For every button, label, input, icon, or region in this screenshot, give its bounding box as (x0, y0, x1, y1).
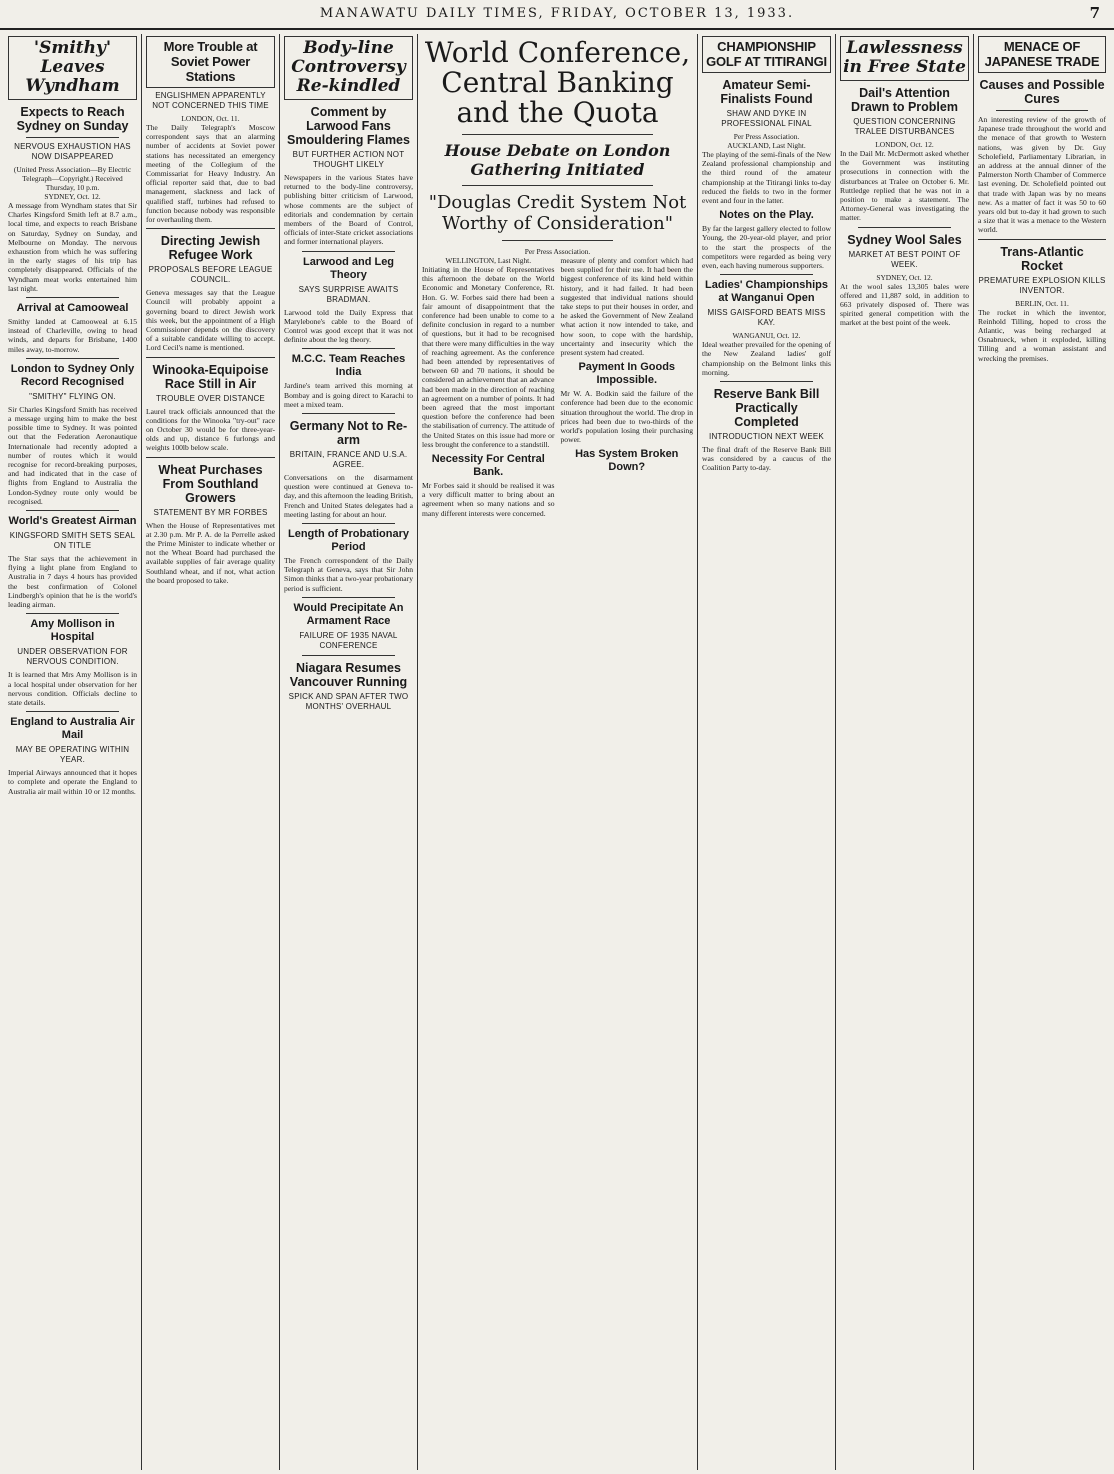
article-body: Initiating in the House of Representatives this afternoon the debate on the World Economic and Monetary Conference, Rt. Hon. G. W. Forbes said there had been a fair amount of disappointment that the conference had been unable to come to a definite conclusion in regard to a number of questions, but it had to be recognised that there were many difficulties in the way of reaching agreement. As the conference had been attended by representatives of between 60 and 70 nations, it should be considered an achievement that an advance had been made in the direction of reaching an agreement on a number of points. It had been agreed that the most important question before the conference had been the stabilisation of currency. The attitude of the United States on this issue had more or less brought the conference to a standstill. (422, 265, 555, 449)
subheadline: Causes and Possible Cures (979, 78, 1105, 106)
headline: Winooka-Equipoise Race Still in Air (152, 362, 269, 391)
caps-deck: MARKET AT BEST POINT OF WEEK. (848, 249, 961, 269)
headline-box (146, 36, 275, 88)
article-body: When the House of Representatives met at 2.30 p.m. Mr P. A. de la Perrelle asked the Prime Minister to indicate whether or not the Wheat Board had purchased the available supplies of fair average quality Southland wheat, and if not, what action the board proposed to take. (146, 520, 275, 585)
headline: 'Smithy' Leaves Wyndham (25, 38, 120, 96)
caps-deck: TROUBLE OVER DISTANCE (156, 393, 265, 403)
headline-box (8, 36, 137, 100)
article-body: The Daily Telegraph's Moscow correspondent says that an alarming number of accidents at Soviet power stations has necessitated an emergency meeting of the Collegium of the Commissariat for Heavy Industry. An official reporter said that, due to bad management, slackness and lack of qualified staff, turbines had refused to function because nobody was responsible for overhauling them. (146, 123, 275, 225)
article-body: The Star says that the achievement in flying a light plane from England to Australia in 7 days 4 hours has provided the best confirmation of Colonel Lindbergh's opinion that he is the world's leading airman. (8, 554, 137, 610)
dateline: SYDNEY, Oct. 12. (44, 192, 101, 201)
headline: CHAMPIONSHIP GOLF AT TITIRANGI (706, 39, 827, 69)
subheadline: Trans-Atlantic Rocket (1000, 244, 1084, 273)
credit-line: (United Press Association—By Electric Telegraph—Copyright.) Received Thursday, 10 p.m. (13, 165, 132, 192)
divider (462, 185, 653, 186)
subheadline: M.C.C. Team Reaches India (291, 353, 406, 379)
divider (26, 711, 119, 712)
subheadline: Payment In Goods Impossible. (578, 361, 676, 387)
divider (146, 457, 275, 458)
lead-article-left (422, 256, 555, 518)
subheadline: Amy Mollison in Hospital (30, 618, 115, 644)
article-body: At the wool sales 13,305 bales were offered and 11,887 sold, in addition to 663 privately disposed of. There was spirited general competition with the market at the best point of the week. (840, 281, 969, 328)
caps-deck: UNDER OBSERVATION FOR NERVOUS CONDITION. (17, 647, 128, 667)
headline: Lawlessness in Free State (843, 38, 966, 77)
divider (302, 413, 395, 414)
subheadline: Germany Not to Re-arm (289, 419, 408, 448)
lead-article (422, 256, 693, 518)
caps-deck: SAYS SURPRISE AWAITS BRADMAN. (298, 284, 399, 304)
subheadline: Niagara Resumes Vancouver Running (289, 660, 408, 689)
column-3 (280, 34, 418, 1470)
article-body: Sir Charles Kingsford Smith has received a message urging him to make the best possible time to Sydney. It was pointed out that the Federation Aeronautique Internationale had recently adopted a number of routes which it would recognise for record-breaking purposes, and had indicated that in the case of flights from England to Australia the London-Sydney route only would be recognised. (8, 404, 137, 506)
article-body: Conversations on the disarmament question were continued at Geneva to-day, and this afternoon the leading British, French and United States delegates had a meeting lasting for about an hour. (284, 473, 413, 519)
column-6 (836, 34, 974, 1470)
divider (26, 137, 119, 138)
credit-line: Per Press Association. (733, 132, 800, 141)
dateline: BERLIN, Oct. 11. (1015, 298, 1069, 308)
article-body: A message from Wyndham states that Sir Charles Kingsford Smith left at 8.7 a.m., local time, and expects to reach Brisbane on Saturday, Sydney on Sunday, and Melbourne on Monday. The nervous exhaustion from which he was suffering in the early stages of his trip has completely disappeared. Officials of the Wyndham meat works entertained him last night. (8, 201, 137, 293)
caps-deck: FAILURE OF 1935 NAVAL CONFERENCE (299, 630, 398, 650)
caps-deck: BRITAIN, FRANCE AND U.S.A. AGREE. (289, 450, 408, 470)
masthead-title: MANAWATU DAILY TIMES, FRIDAY, OCTOBER 13, 1933. (319, 6, 795, 21)
subheadline: Notes on the Play. (719, 209, 814, 222)
caps-deck: NERVOUS EXHAUSTION HAS NOW DISAPPEARED (14, 142, 131, 161)
article-body: An interesting review of the growth of Japanese trade throughout the world and the menace of that growth to Western nations, was given by Dr. Guy Scholefield, Parliamentary Librarian, in an address at the annual dinner of the Palmerston North Chamber of Commerce last evening. Dr. Scholefield pointed out that trade with Japan was by no means new. As a matter of fact it was 50 to 60 years old but to-day it had grown to such a size that it was a menace to the Western world. (978, 115, 1106, 235)
column-4 (418, 34, 698, 1470)
article-body: The French correspondent of the Daily Telegraph at Geneva, says that Sir John Simon thinks that a two-year probationary period is sufficient. (284, 556, 413, 593)
divider (146, 357, 275, 358)
headline-box (978, 36, 1106, 73)
caps-deck: MAY BE OPERATING WITHIN YEAR. (15, 745, 130, 765)
caps-deck: STATEMENT BY MR FORBES (153, 507, 268, 517)
caps-deck: BUT FURTHER ACTION NOT THOUGHT LIKELY (292, 150, 405, 169)
subheadline: Larwood and Leg Theory (302, 255, 395, 281)
article-body: It is learned that Mrs Amy Mollison is in a local hospital under observation for her nervous condition. Officials decline to state details. (8, 670, 137, 707)
lead-headline: World Conference, Central Banking and the Quota (424, 36, 691, 129)
article-body: The final draft of the Reserve Bank Bill was considered by a caucus of the Coalition Party to-day. (702, 445, 831, 473)
divider (26, 358, 119, 359)
masthead (0, 0, 1114, 30)
subheadline: Comment by Larwood Fans Smouldering Flames (287, 105, 410, 147)
caps-deck: PREMATURE EXPLOSION KILLS INVENTOR. (978, 275, 1106, 295)
quote-headline: "Douglas Credit System Not Worthy of Consideration" (428, 192, 687, 234)
headline: More Trouble at Soviet Power Stations (163, 39, 258, 84)
column-7 (974, 34, 1110, 1470)
divider (502, 240, 613, 241)
article-body: The playing of the semi-finals of the New Zealand professional championship and the third round of the amateur championship at the Titirangi links to-day reduced the fields to two in the former event and four in the latter. (702, 150, 831, 206)
article-body: measure of plenty and comfort which had been supplied for their use. It had been the biggest conference of its kind held within history, and it had failed. It had been suggested that individual nations should take steps to put their houses in order, and he asked the Government of New Zealand what action it now intended to take, and how soon, to cope with the hardship, uncertainty and insecurity which the present system had created. (560, 256, 693, 358)
caps-deck: MISS GAISFORD BEATS MISS KAY. (707, 308, 826, 328)
article-body: Larwood told the Daily Express that Marylebone's cable to the Board of Control was good except that it was not definite about the leg theory. (284, 307, 413, 345)
divider (146, 228, 275, 229)
caps-deck: QUESTION CONCERNING TRALEE DISTURBANCES (853, 117, 956, 136)
headline: MENACE OF JAPANESE TRADE (984, 39, 1100, 69)
subheadline: Amateur Semi-Finalists Found (720, 78, 813, 106)
dateline: WELLINGTON, Last Night. (445, 256, 532, 265)
article-body: Smithy landed at Camooweal at 6.15 instead of Charleville, owing to head winds, and departs for Brisbane, 1400 miles away, to-morrow. (8, 317, 137, 354)
divider (720, 381, 813, 382)
caps-deck: KINGSFORD SMITH SETS SEAL ON TITLE (9, 531, 136, 551)
column-5 (698, 34, 836, 1470)
lead-subheadline: House Debate on London Gathering Initiated (444, 141, 671, 179)
dateline: LONDON, Oct. 11. (181, 114, 240, 123)
headline: Body-line Controversy Re-kindled (291, 38, 406, 96)
dateline: LONDON, Oct. 12. (875, 140, 934, 149)
headline-box (840, 36, 969, 81)
caps-deck: "SMITHY" FLYING ON. (29, 391, 116, 401)
article-body: Jardine's team arrived this morning at Bombay and is going direct to Karachi to meet a mixed team. (284, 381, 413, 409)
divider (858, 227, 951, 228)
page-number: 7 (1089, 4, 1100, 22)
divider (302, 655, 395, 656)
column-1 (4, 34, 142, 1470)
headline: Directing Jewish Refugee Work (160, 234, 261, 263)
divider (302, 523, 395, 524)
subheadline: London to Sydney Only Record Recognised (10, 362, 135, 388)
article-body: Laurel track officials announced that the conditions for the Winooka "try-out" race on October 30 would be for three-year-olds and up, distance 6 furlongs and weights 100lb below scale. (146, 406, 275, 453)
subheadline: Sydney Wool Sales (847, 232, 962, 247)
divider (720, 274, 813, 275)
divider (996, 110, 1088, 111)
article-body: Ideal weather prevailed for the opening of the New Zealand ladies' golf championship on the Belmont links this morning. (702, 340, 831, 377)
article-body: By far the largest gallery elected to follow Young, the 20-year-old player, and prior to the start the prospects of the competitors were regarded as being very even, each having numerous supporters. (702, 224, 831, 271)
headline-box (284, 36, 413, 100)
divider (302, 348, 395, 349)
headline-box (702, 36, 831, 73)
divider (302, 251, 395, 252)
dateline: AUCKLAND, Last Night. (727, 141, 806, 150)
article-body: Mr Forbes said it should be realised it was a very difficult matter to bring about an agreement when so many nations and so many different interests were concerned. (422, 481, 555, 518)
divider (26, 613, 119, 614)
newspaper-page (4, 34, 1110, 1470)
article-body: In the Dail Mr. McDermott asked whether the Government was instituting prosecutions in connection with the disturbances at Tralee on October 6. Mr. Ruttledge replied that he was not in a position to make a statement. The Attorney-General was investigating the matter. (840, 149, 969, 223)
divider (302, 597, 395, 598)
divider (978, 239, 1106, 240)
column-2 (142, 34, 280, 1470)
lead-article-right (561, 256, 694, 518)
article-body: Newspapers in the various States have returned to the body-line controversy, publishing bitter criticism of Larwood, whose comments are the subject of editorials and condemnation by certain members of the Board of Control, officials of inter-State cricket associations and former international players. (284, 173, 413, 247)
caps-deck: SHAW AND DYKE IN PROFESSIONAL FINAL (721, 109, 812, 128)
subheadline: Reserve Bank Bill Practically Completed (713, 387, 820, 430)
article-body: Imperial Airways announced that it hopes to complete and operate the England to Australia air mail within 10 or 12 months. (8, 768, 137, 796)
dateline: WANGANUI, Oct. 12. (732, 331, 801, 341)
article-body: Mr W. A. Bodkin said the failure of the conference had been due to the economic situation throughout the world. The drop in prices had been due to two-thirds of the world's population losing their purchasing power. (560, 389, 693, 445)
subheadline: Length of Probationary Period (288, 528, 409, 554)
caps-deck: PROPOSALS BEFORE LEAGUE COUNCIL. (148, 265, 273, 285)
dateline: SYDNEY, Oct. 12. (876, 272, 933, 282)
subheadline: Ladies' Championships at Wanganui Open (704, 279, 829, 305)
caps-deck: SPICK AND SPAN AFTER TWO MONTHS' OVERHAUL (288, 691, 409, 711)
subheadline: Would Precipitate An Armament Race (293, 601, 404, 627)
caps-deck: ENGLISHMEN APPARENTLY NOT CONCERNED THIS TIME (152, 91, 269, 110)
divider (26, 510, 119, 511)
subheadline: World's Greatest Airman (8, 515, 137, 528)
article-body: The rocket in which the inventor, Reinhold Tilling, hoped to cross the Atlantic, was being recharged at Osnabrueck, when it exploded, killing Tilling and a woman assistant and wrecking the premises. (978, 307, 1106, 363)
subheadline: Has System Broken Down? (575, 448, 679, 474)
subheadline: England to Australia Air Mail (10, 716, 135, 742)
credit-line: Per Press Association. (524, 247, 591, 256)
divider (26, 297, 119, 298)
divider (462, 134, 653, 135)
subheadline: Expects to Reach Sydney on Sunday (16, 105, 129, 133)
article-body: Geneva messages say that the League Council will probably appoint a governing board to direct Jewish work this week, but the appointment of a High Commissioner depends on the discovery of a suitable candidate willing to accept. Lord Cecil's name is mentioned. (146, 288, 275, 353)
headline: Wheat Purchases From Southland Growers (158, 462, 263, 505)
subheadline: Arrival at Camooweal (16, 302, 129, 315)
subheadline: Necessity For Central Bank. (431, 453, 545, 479)
subheadline: Dail's Attention Drawn to Problem (851, 86, 958, 114)
caps-deck: INTRODUCTION NEXT WEEK (709, 432, 824, 442)
